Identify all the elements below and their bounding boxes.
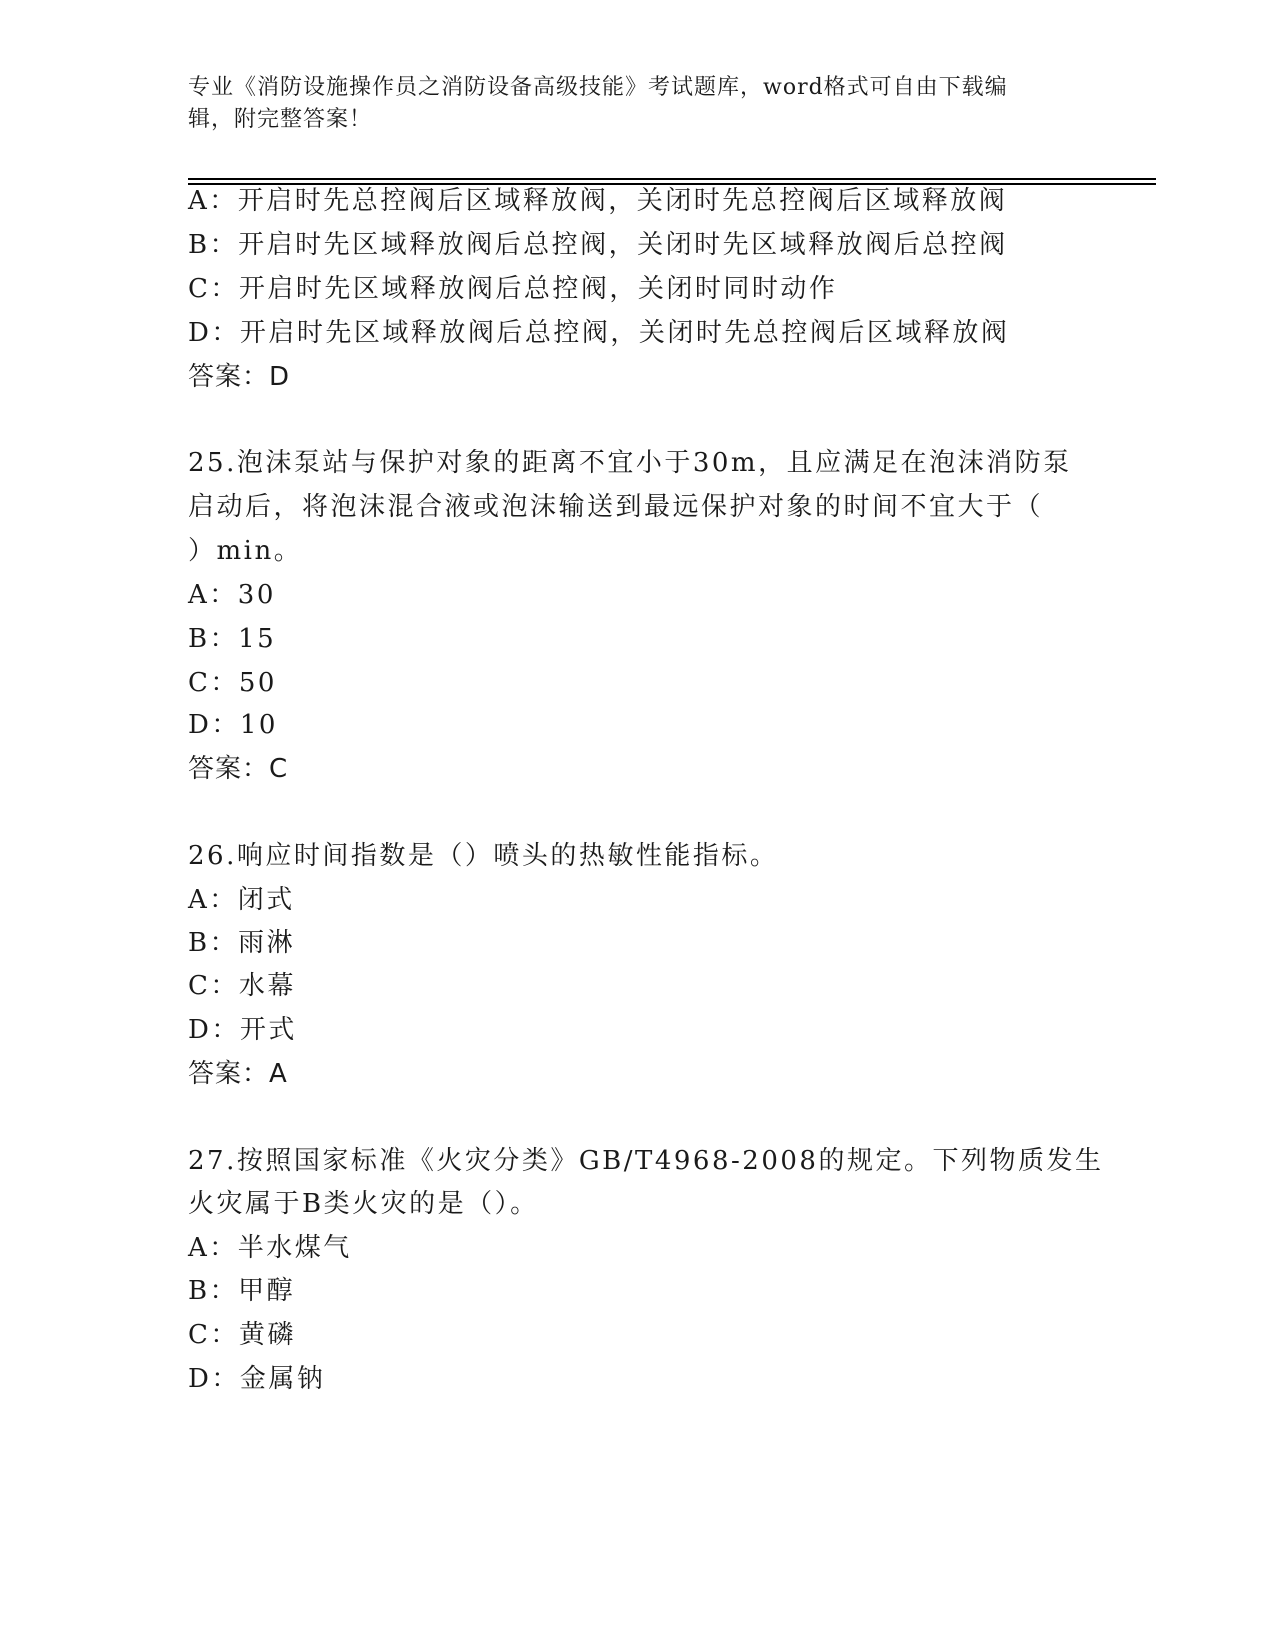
document-header bbox=[188, 72, 1068, 136]
q25-option-a: A：30 bbox=[188, 580, 276, 610]
q25-option-b: B：15 bbox=[188, 624, 277, 654]
q27-option-c: C：黄磷 bbox=[188, 1320, 296, 1350]
q27-option-b: B：甲醇 bbox=[188, 1276, 296, 1306]
q26-option-a: A：闭式 bbox=[188, 885, 295, 915]
q27-option-a: A：半水煤气 bbox=[188, 1233, 352, 1263]
q25-answer: 答案：C bbox=[188, 754, 289, 784]
q24-option-b: B：开启时先区域释放阀后总控阀，关闭时先区域释放阀后总控阀 bbox=[188, 230, 1008, 260]
q27-option-d: D：金属钠 bbox=[188, 1364, 326, 1394]
q25-stem-line-1: 25.泡沫泵站与保护对象的距离不宜小于30m，且应满足在泡沫消防泵 bbox=[188, 448, 1072, 478]
q24-answer: 答案：D bbox=[188, 362, 291, 392]
q25-option-c: C：50 bbox=[188, 668, 277, 698]
q26-stem-line-1: 26.响应时间指数是（）喷头的热敏性能指标。 bbox=[188, 841, 779, 871]
q27-stem-line-1: 27.按照国家标准《火灾分类》GB/T4968-2008的规定。下列物质发生 bbox=[188, 1146, 1104, 1176]
q24-option-a: A：开启时先总控阀后区域释放阀，关闭时先总控阀后区域释放阀 bbox=[188, 186, 1008, 216]
q26-option-c: C：水幕 bbox=[188, 971, 296, 1001]
header-line-2: 辑，附完整答案！ bbox=[188, 107, 373, 132]
header-line-1: 专业《消防设施操作员之消防设备高级技能》考试题库，word格式可自由下载编 bbox=[188, 75, 1008, 100]
q26-option-b: B：雨淋 bbox=[188, 928, 296, 958]
q24-option-c: C：开启时先区域释放阀后总控阀，关闭时同时动作 bbox=[188, 274, 838, 304]
q25-stem-line-3: ）min。 bbox=[188, 536, 303, 566]
q27-stem-line-2: 火灾属于B类火灾的是（）。 bbox=[188, 1189, 539, 1219]
q24-option-d: D：开启时先区域释放阀后总控阀，关闭时先总控阀后区域释放阀 bbox=[188, 318, 1010, 348]
q25-option-d: D：10 bbox=[188, 710, 278, 740]
q26-option-d: D：开式 bbox=[188, 1015, 297, 1045]
q26-answer: 答案：A bbox=[188, 1059, 288, 1089]
q25-stem-line-2: 启动后，将泡沫混合液或泡沫输送到最远保护对象的时间不宜大于（ bbox=[188, 492, 1044, 522]
